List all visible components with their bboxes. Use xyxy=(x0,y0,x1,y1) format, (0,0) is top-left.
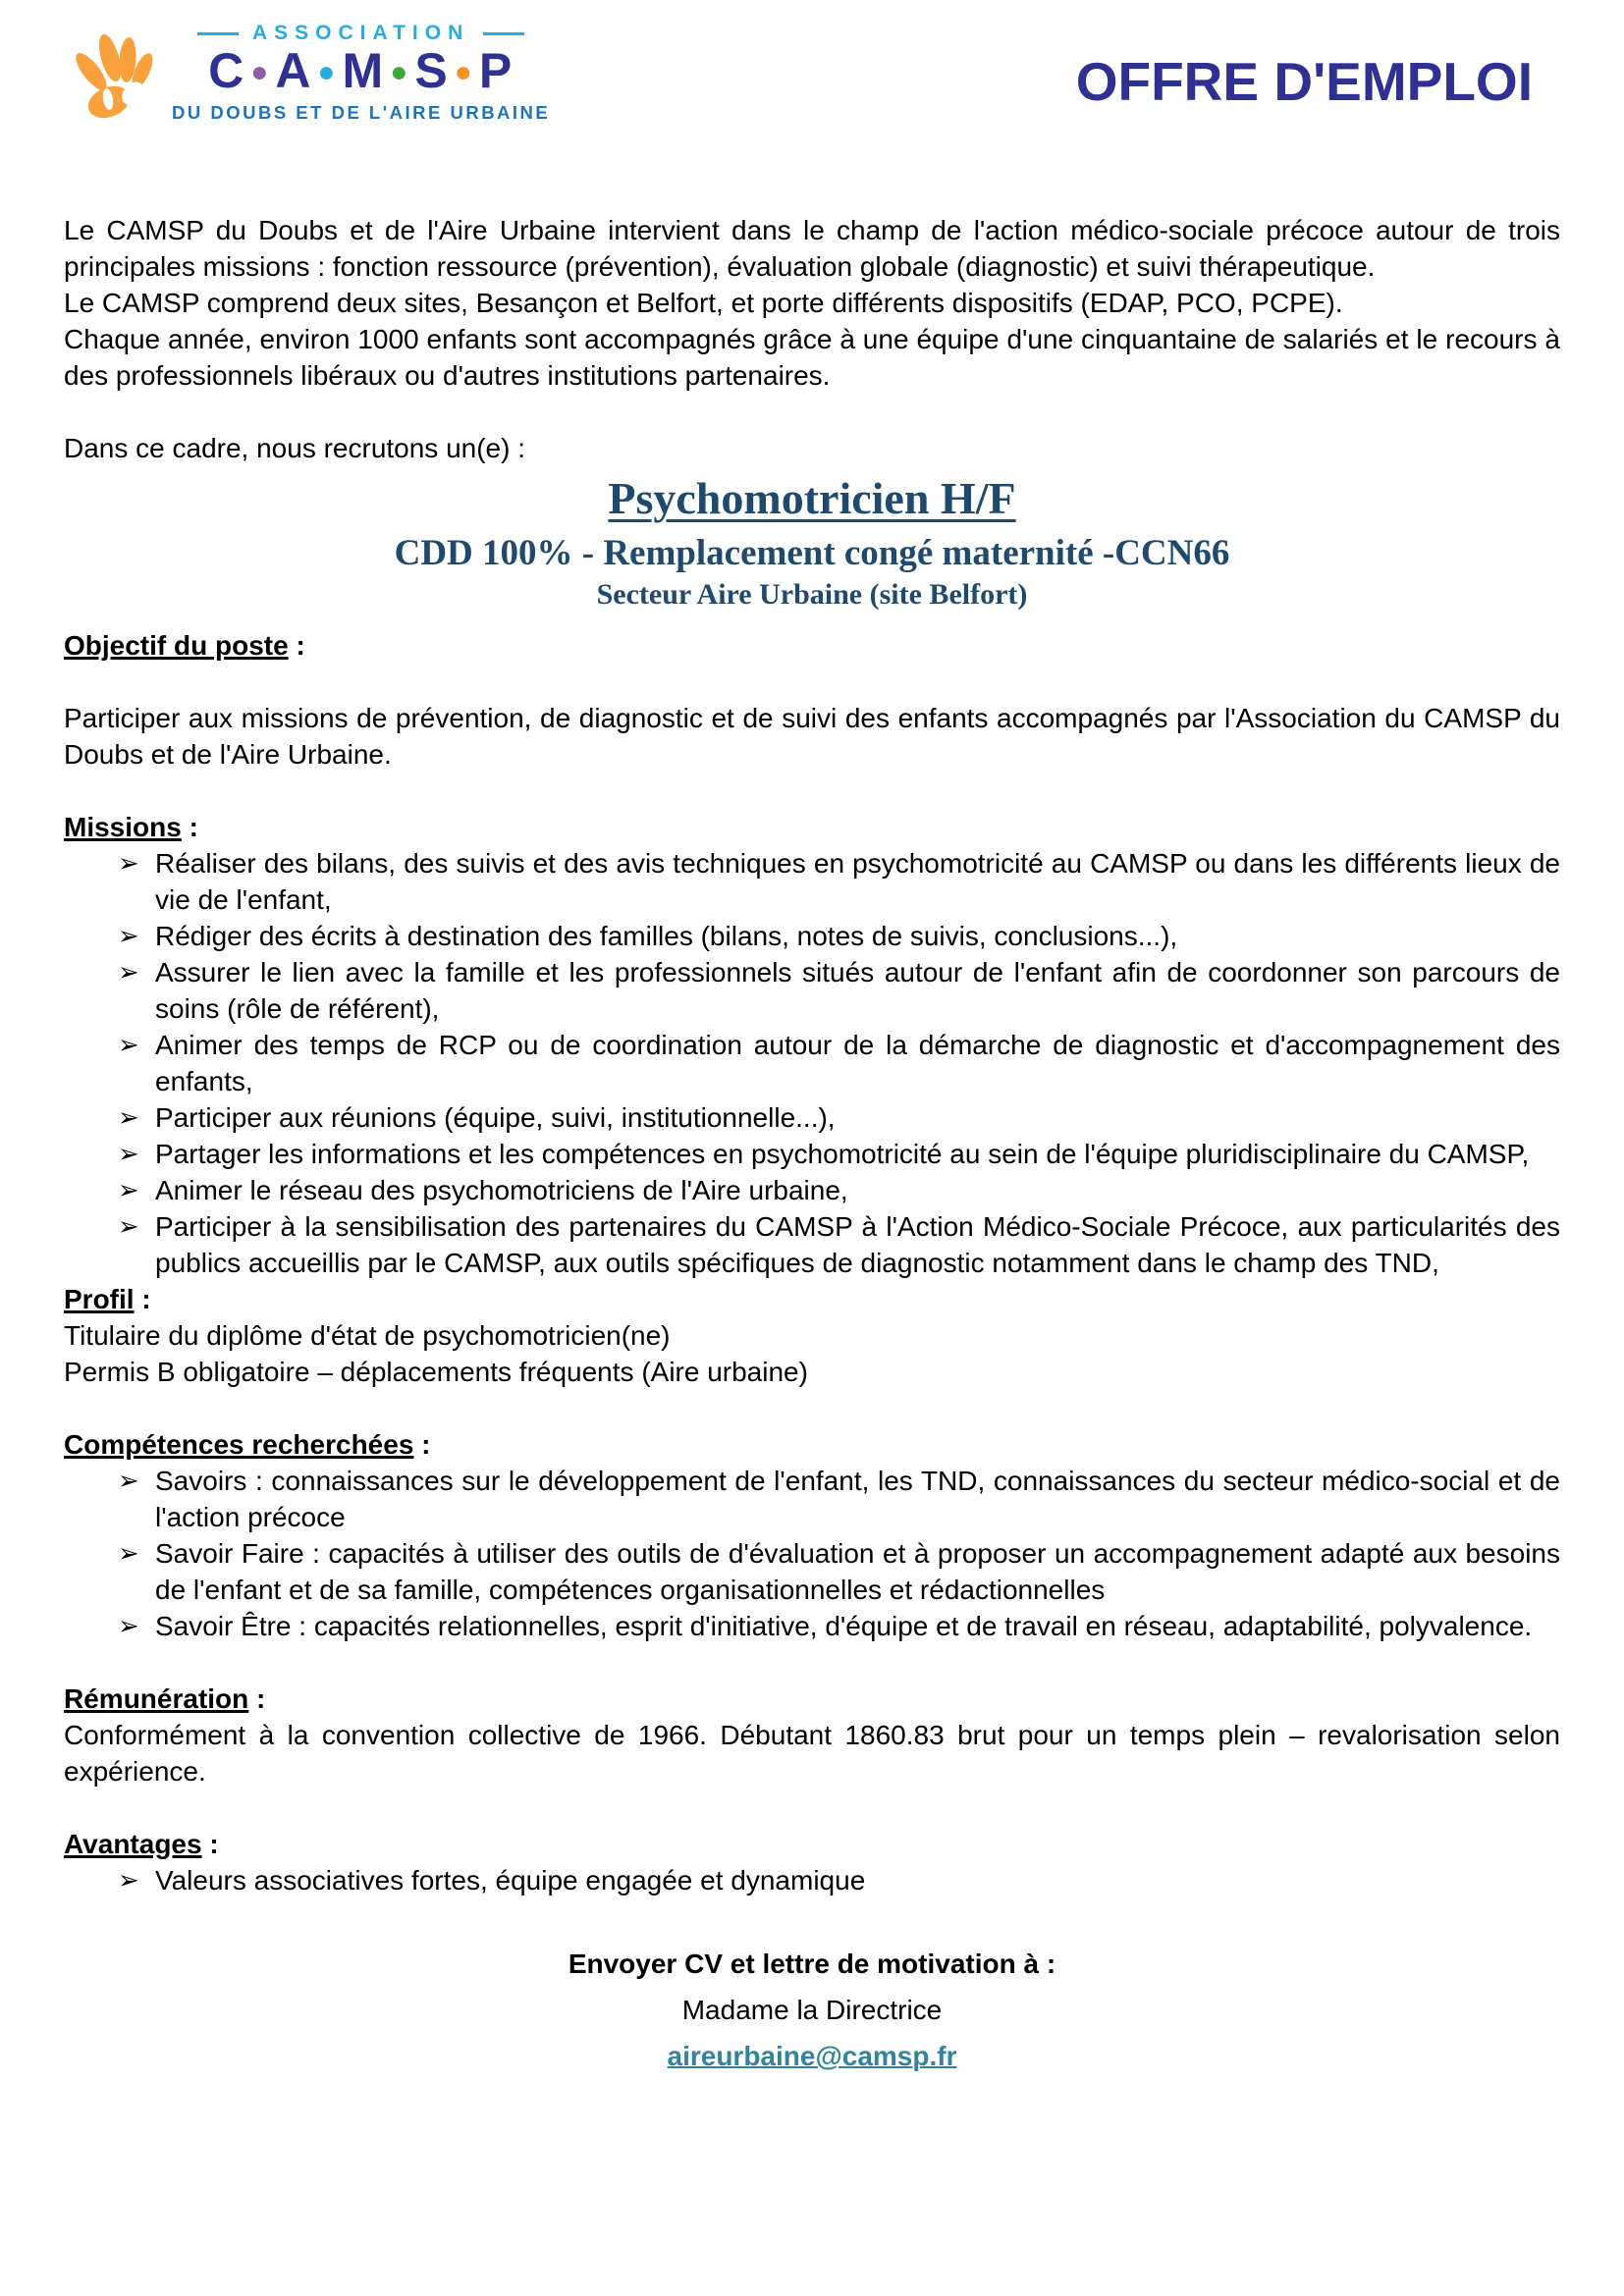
hand-icon xyxy=(64,25,162,123)
bullet-arrow-icon: ➢ xyxy=(118,1139,139,1168)
bullet-arrow-icon: ➢ xyxy=(118,1175,139,1204)
bullet-arrow-icon: ➢ xyxy=(118,1611,139,1640)
profil-line: Titulaire du diplôme d'état de psychomotricien(ne) xyxy=(64,1320,671,1351)
email-link[interactable]: aireurbaine@camsp.fr xyxy=(667,2041,957,2071)
document-header xyxy=(64,22,1560,126)
bullet-arrow-icon: ➢ xyxy=(118,1538,139,1568)
competence-item: ➢ Savoir Être : capacités relationnelles, esprit d'initiative, d'équipe et de travail en réseau, adaptabilité, polyvalence. xyxy=(64,1608,1560,1644)
section-heading-remuneration: Rémunération : xyxy=(64,1683,266,1714)
section-heading-competences: Compétences recherchées : xyxy=(64,1429,431,1460)
logo-letter: P xyxy=(478,43,514,98)
send-cv-label: Envoyer CV et lettre de motivation à : xyxy=(568,1949,1056,1979)
section-heading-avantages: Avantages : xyxy=(64,1829,219,1859)
logo-letter: A xyxy=(275,43,313,98)
bullet-arrow-icon: ➢ xyxy=(118,1211,139,1241)
application-footer xyxy=(64,1946,1560,2074)
intro-paragraph-1: Le CAMSP du Doubs et de l'Aire Urbaine intervient dans le champ de l'action médico-sociale précoce autour de trois principales missions : fonction ressource (prévention), évaluation globale (diagnostic) et suivi thérapeutique. xyxy=(64,215,1560,282)
competence-item: ➢ Savoir Faire : capacités à utiliser des outils de d'évaluation et à proposer un accompagnement adapté aux besoins de l'enfant et de sa famille, compétences organisationnelles et rédactionnelles xyxy=(64,1535,1560,1608)
logo-letter: M xyxy=(342,43,386,98)
bullet-arrow-icon: ➢ xyxy=(118,1030,139,1059)
job-sector: Secteur Aire Urbaine (site Belfort) xyxy=(596,578,1028,611)
section-heading-profil: Profil : xyxy=(64,1284,151,1314)
intro-paragraph-3: Chaque année, environ 1000 enfants sont accompagnés grâce à une équipe d'une cinquantaine de salariés et le recours à des professionnels libéraux ou d'autres institutions partenaires. xyxy=(64,324,1560,391)
bullet-arrow-icon: ➢ xyxy=(118,848,139,878)
mission-item: ➢ Animer le réseau des psychomotriciens de l'Aire urbaine, xyxy=(64,1172,1560,1208)
logo-subtitle: DU DOUBS ET DE L'AIRE URBAINE xyxy=(172,102,551,123)
missions-list xyxy=(64,845,1560,1281)
objectif-body: Participer aux missions de prévention, de diagnostic et de suivi des enfants accompagnés par l'Association du CAMSP du Doubs et de l'Aire Urbaine. xyxy=(64,703,1560,770)
bullet-arrow-icon: ➢ xyxy=(118,921,139,950)
bullet-arrow-icon: ➢ xyxy=(118,1102,139,1132)
bullet-arrow-icon: ➢ xyxy=(118,957,139,987)
logo-association-row xyxy=(197,22,524,45)
avantage-item: ➢ Valeurs associatives fortes, équipe engagée et dynamique xyxy=(64,1862,1560,1898)
competences-list xyxy=(64,1463,1560,1644)
avantages-list xyxy=(64,1862,1560,1898)
mission-item: ➢ Animer des temps de RCP ou de coordination autour de la démarche de diagnostic et d'accompagnement des enfants, xyxy=(64,1027,1560,1099)
page-title: OFFRE D'EMPLOI xyxy=(1075,51,1533,112)
logo-dot-icon: ● xyxy=(454,56,474,88)
section-heading-missions: Missions : xyxy=(64,812,198,842)
camsp-logo xyxy=(64,22,550,126)
logo-text xyxy=(172,22,550,126)
logo-association-label: ASSOCIATION xyxy=(251,22,470,44)
job-headline-block xyxy=(64,472,1560,614)
bullet-arrow-icon: ➢ xyxy=(118,1466,139,1495)
logo-letter: C xyxy=(208,43,246,98)
mission-item: ➢ Assurer le lien avec la famille et les professionnels situés autour de l'enfant afin de coordonner son parcours de soins (rôle de référent), xyxy=(64,954,1560,1027)
intro-paragraph-2: Le CAMSP comprend deux sites, Besançon et Belfort, et porte différents dispositifs (EDAP, PCO, PCPE). xyxy=(64,288,1343,318)
recipient-name: Madame la Directrice xyxy=(681,1995,943,2025)
logo-letter: S xyxy=(414,43,450,98)
bullet-arrow-icon: ➢ xyxy=(118,1865,139,1895)
logo-dot-icon: ● xyxy=(250,56,271,88)
logo-dot-icon: ● xyxy=(317,56,338,88)
logo-dash-left xyxy=(197,32,239,35)
mission-item: ➢ Rédiger des écrits à destination des familles (bilans, notes de suivis, conclusions...), xyxy=(64,918,1560,954)
mission-item: ➢ Partager les informations et les compétences en psychomotricité au sein de l'équipe pluridisciplinaire du CAMSP, xyxy=(64,1136,1560,1172)
remuneration-body: Conformément à la convention collective de 1966. Débutant 1860.83 brut pour un temps plein – revalorisation selon expérience. xyxy=(64,1720,1560,1787)
mission-item: ➢ Participer à la sensibilisation des partenaires du CAMSP à l'Action Médico-Sociale Précoce, aux particularités des publics accueillis par le CAMSP, aux outils spécifiques de diagnostic notamment dans le champ des TND, xyxy=(64,1208,1560,1281)
profil-line: Permis B obligatoire – déplacements fréquents (Aire urbaine) xyxy=(64,1357,808,1387)
logo-acronym xyxy=(208,45,514,98)
mission-item: ➢ Réaliser des bilans, des suivis et des avis techniques en psychomotricité au CAMSP ou dans les différents lieux de vie de l'enfant, xyxy=(64,845,1560,918)
mission-item: ➢ Participer aux réunions (équipe, suivi, institutionnelle...), xyxy=(64,1099,1560,1136)
job-contract: CDD 100% - Remplacement congé maternité -CCN66 xyxy=(394,533,1230,573)
section-heading-objectif: Objectif du poste : xyxy=(64,630,305,661)
competence-item: ➢ Savoirs : connaissances sur le développement de l'enfant, les TND, connaissances du secteur médico-social et de l'action précoce xyxy=(64,1463,1560,1535)
job-title: Psychomotricien H/F xyxy=(608,473,1016,523)
intro-block xyxy=(64,212,1560,394)
logo-dash-right xyxy=(483,32,524,35)
lead-in-text: Dans ce cadre, nous recrutons un(e) : xyxy=(64,433,526,463)
logo-dot-icon: ● xyxy=(390,56,410,88)
